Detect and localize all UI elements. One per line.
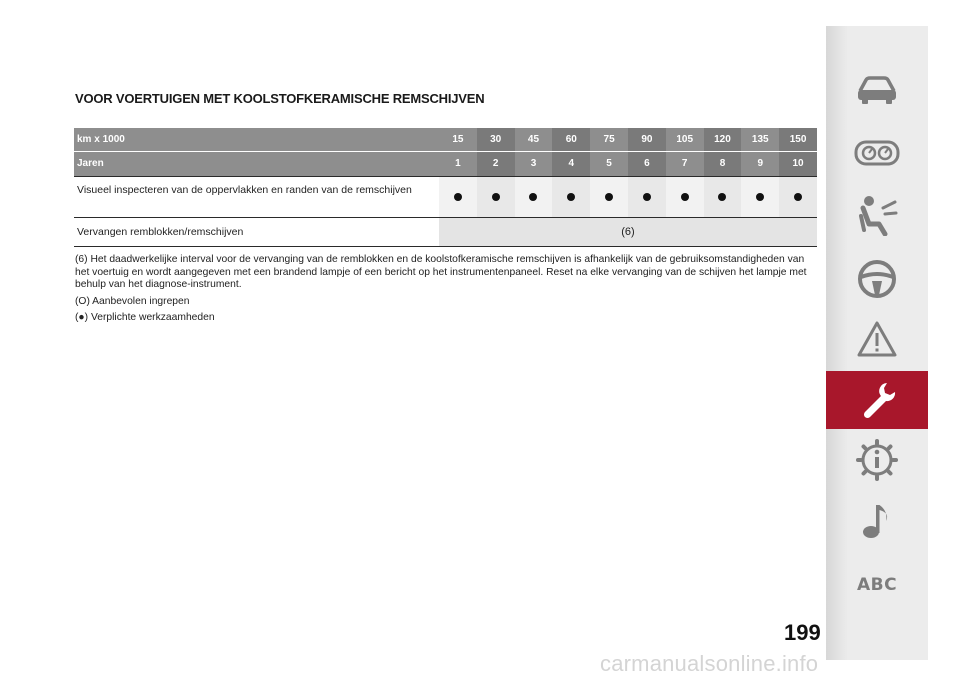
index-abc-label: ABC <box>856 575 898 595</box>
airbag-seat-icon <box>855 194 899 236</box>
legend-mandatory: (●) Verplichte werkzaamheden <box>75 312 215 323</box>
year-cell: 8 <box>704 152 742 176</box>
km-cell: 120 <box>704 128 742 151</box>
mandatory-dot-icon <box>756 193 764 201</box>
mandatory-mark-cell <box>552 177 590 217</box>
wrench-icon <box>857 380 897 420</box>
row-label-km: km x 1000 <box>77 134 125 145</box>
row-label-inspect: Visueel inspecteren van de oppervlakken en randen van de remschijven <box>77 184 412 196</box>
year-cell: 4 <box>552 152 590 176</box>
mandatory-mark-cell <box>741 177 779 217</box>
table-row-km <box>74 128 817 152</box>
year-cell: 3 <box>530 158 537 169</box>
mandatory-mark-cell <box>515 177 553 217</box>
year-cell: 7 <box>681 158 688 169</box>
row-cells-inspect <box>439 177 817 217</box>
year-cell: 5 <box>606 158 612 169</box>
music-note-icon <box>860 501 894 541</box>
sidebar-item-technical-data[interactable] <box>826 431 928 489</box>
sidebar-item-dashboard[interactable] <box>826 124 928 182</box>
mandatory-dot-icon <box>567 193 575 201</box>
dashboard-icon <box>854 138 900 168</box>
mandatory-mark-cell <box>666 177 704 217</box>
km-cell: 15 <box>452 134 464 145</box>
legend-recommended: (O) Aanbevolen ingrepen <box>75 295 190 307</box>
mandatory-dot-icon <box>643 193 651 201</box>
footnote-6: (6) Het daadwerkelijke interval voor de vervanging van de remblokken en de koolstofkeramische remschijven is afhankelijk van de gebruiksomstandigheden van het voertuig en wordt aangegeven met een brandend lampje of een bericht op het instrumentenpaneel. Reset na elke vervanging van de schijven het lampje met behulp van het diagnose-instrument. <box>75 254 807 290</box>
mandatory-mark-cell <box>477 177 515 217</box>
warning-triangle-icon <box>856 320 898 358</box>
footnotes <box>75 254 820 329</box>
watermark: carmanualsonline.info <box>600 651 819 676</box>
row-label-replace: Vervangen remblokken/remschijven <box>77 226 244 238</box>
mandatory-dot-icon <box>605 193 613 201</box>
km-cell: 105 <box>676 134 694 145</box>
km-cell: 60 <box>552 128 590 151</box>
mandatory-mark-cell <box>628 177 666 217</box>
year-cell: 1 <box>455 158 461 169</box>
chapter-sidebar <box>826 26 928 660</box>
mandatory-dot-icon <box>454 193 462 201</box>
km-cell: 135 <box>751 134 769 145</box>
page-title: VOOR VOERTUIGEN MET KOOLSTOFKERAMISCHE REMSCHIJVEN <box>75 91 485 106</box>
sidebar-item-maintenance[interactable] <box>826 371 928 429</box>
year-cell: 10 <box>779 152 817 176</box>
sidebar-item-index[interactable] <box>826 556 928 614</box>
table-row-inspect <box>74 176 817 218</box>
sidebar-item-emergency[interactable] <box>826 310 928 368</box>
km-cell: 150 <box>779 128 817 151</box>
mandatory-dot-icon <box>681 193 689 201</box>
row-label-years: Jaren <box>77 158 104 169</box>
car-icon <box>855 72 899 106</box>
mandatory-mark-cell <box>439 177 477 217</box>
sidebar-item-multimedia[interactable] <box>826 492 928 550</box>
steering-wheel-icon <box>857 259 897 299</box>
km-cell: 45 <box>527 134 540 145</box>
sidebar-item-driving[interactable] <box>826 250 928 308</box>
year-cell: 9 <box>757 158 764 169</box>
year-cell: 2 <box>477 152 515 176</box>
mandatory-dot-icon <box>492 193 500 201</box>
page-number: 199 <box>784 620 821 645</box>
mandatory-dot-icon <box>529 193 537 201</box>
km-cell: 75 <box>603 134 615 145</box>
info-gear-icon <box>856 439 898 481</box>
mandatory-mark-cell <box>779 177 817 217</box>
table-row-years <box>74 152 817 176</box>
maintenance-table <box>74 128 817 247</box>
replace-note-ref: (6) <box>439 218 817 246</box>
km-cell: 30 <box>477 128 515 151</box>
table-row-replace <box>74 218 817 247</box>
year-cell: 6 <box>628 152 666 176</box>
mandatory-mark-cell <box>704 177 742 217</box>
mandatory-mark-cell <box>590 177 628 217</box>
mandatory-dot-icon <box>718 193 726 201</box>
sidebar-item-car[interactable] <box>826 60 928 118</box>
mandatory-dot-icon <box>794 193 802 201</box>
km-cell: 90 <box>628 128 666 151</box>
row-cells-years <box>439 152 817 176</box>
sidebar-item-safety[interactable] <box>826 186 928 244</box>
row-cells-km <box>439 128 817 151</box>
